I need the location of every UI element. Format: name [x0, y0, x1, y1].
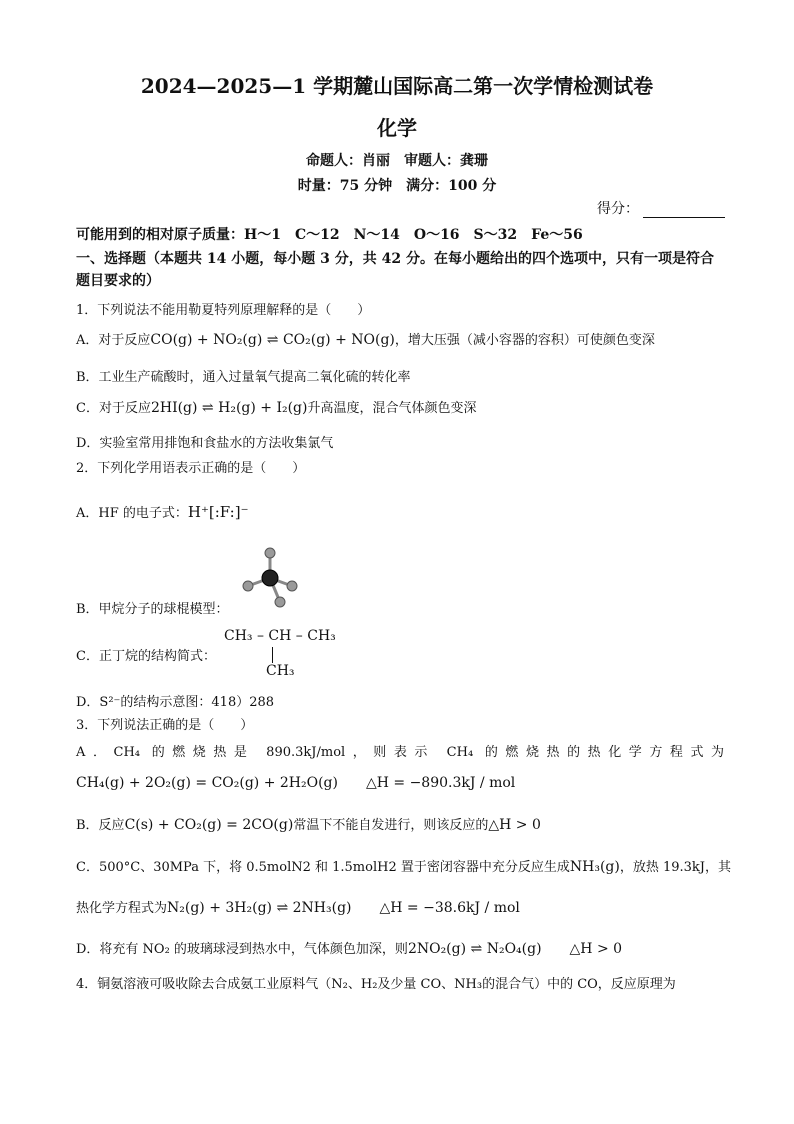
score-label: 得分： — [597, 201, 639, 217]
q2-option-a — [76, 502, 249, 521]
q1-option-b: B．工业生产硫酸时，通入过量氧气提高二氧化硫的转化率 — [76, 370, 411, 385]
butane-bond-line — [272, 647, 273, 663]
authors-line: 命题人：肖丽 审题人：龚珊 — [306, 153, 488, 169]
q3-option-d — [76, 938, 622, 958]
q3-d-pre: D．将充有 NO₂ 的玻璃球浸到热水中，气体颜色加深，则 — [76, 942, 408, 957]
q3-b-post: 常温下不能自发进行，则该反应的 — [293, 818, 489, 833]
methane-ball-stick-model — [240, 548, 300, 610]
q3-option-a-line1: A．CH₄ 的燃烧热是 890.3kJ/mol，则表示 CH₄ 的燃烧热的热化学方程式为 — [76, 745, 724, 760]
q3-option-a-equation: CH₄(g) + 2O₂(g) = CO₂(g) + 2H₂O(g) △H = −890.3kJ / mol — [76, 775, 516, 791]
q3-b-equation: C(s) + CO₂(g) = 2CO(g) — [124, 817, 294, 833]
exam-title: 2024—2025—1 学期麓山国际高二第一次学情检测试卷 — [140, 74, 654, 98]
butane-formula-bottom: CH₃ — [266, 663, 295, 679]
q1-a-equation: CO(g) + NO₂(g) ⇌ CO₂(g) + NO(g) — [150, 332, 395, 348]
q2-option-b: B．甲烷分子的球棍模型： — [76, 602, 229, 617]
q1-a-post: ，增大压强（减小容器的容积）可使颜色变深 — [394, 333, 655, 348]
q3-option-c-line1 — [76, 856, 731, 875]
q1-c-pre: C．对于反应 — [76, 401, 151, 416]
q4-stem: 4．铜氨溶液可吸收除去合成氨工业原料气（N₂、H₂及少量 CO、NH₃的混合气）中的 CO，反应原理为 — [76, 977, 676, 992]
q3-c-post: ，放热 19.3kJ，其 — [619, 860, 732, 875]
q3-c-nh3: NH₃(g) — [569, 859, 620, 875]
q1-option-d: D．实验室常用排饱和食盐水的方法收集氯气 — [76, 436, 334, 451]
score-blank — [643, 203, 725, 218]
q3-option-c-line2 — [76, 897, 520, 917]
score-field — [597, 198, 725, 218]
q3-d-equation: 2NO₂(g) ⇌ N₂O₄(g) △H > 0 — [407, 941, 623, 957]
q2-a-label: A．HF 的电子式： — [76, 506, 188, 521]
q3-c2-pre: 热化学方程式为 — [76, 901, 168, 916]
q3-b-dh: △H > 0 — [488, 817, 541, 833]
q3-stem: 3．下列说法正确的是（ ） — [76, 718, 254, 733]
atomic-masses: 可能用到的相对原子质量：H～1 C～12 N～14 O～16 S～32 Fe～56 — [76, 227, 583, 243]
section-heading: 一、选择题（本题共 14 小题，每小题 3 分，共 42 分。在每小题给出的四个选项中，只有一项是符合题目要求的） — [76, 251, 714, 289]
q3-b-pre: B．反应 — [76, 818, 125, 833]
q1-c-post: 升高温度，混合气体颜色变深 — [307, 401, 477, 416]
q2-option-c: C．正丁烷的结构简式： — [76, 649, 216, 664]
q2-stem: 2．下列化学用语表示正确的是（ ） — [76, 461, 306, 476]
q3-option-b — [76, 814, 541, 833]
q3-c-pre: C．500°C、30MPa 下，将 0.5molN2 和 1.5molH2 置于密闭容器中充分反应生成 — [76, 860, 570, 875]
q1-c-equation: 2HI(g) ⇌ H₂(g) + I₂(g) — [150, 400, 308, 416]
q1-a-pre: A．对于反应 — [76, 333, 151, 348]
hf-electron-formula: H⁺[:F:]⁻ — [187, 503, 249, 521]
q1-stem: 1．下列说法不能用勒夏特列原理解释的是（ ） — [76, 303, 371, 318]
q1-option-c — [76, 397, 477, 416]
subject-title: 化学 — [377, 116, 417, 140]
q2-option-d: D．S²⁻的结构示意图：418）288 — [76, 695, 275, 710]
time-info: 时量：75 分钟 满分：100 分 — [297, 178, 497, 194]
q3-c2-equation: N₂(g) + 3H₂(g) ⇌ 2NH₃(g) △H = −38.6kJ / mol — [167, 900, 520, 916]
butane-formula-top: CH₃ – CH – CH₃ — [224, 628, 336, 644]
q1-option-a — [76, 329, 655, 348]
